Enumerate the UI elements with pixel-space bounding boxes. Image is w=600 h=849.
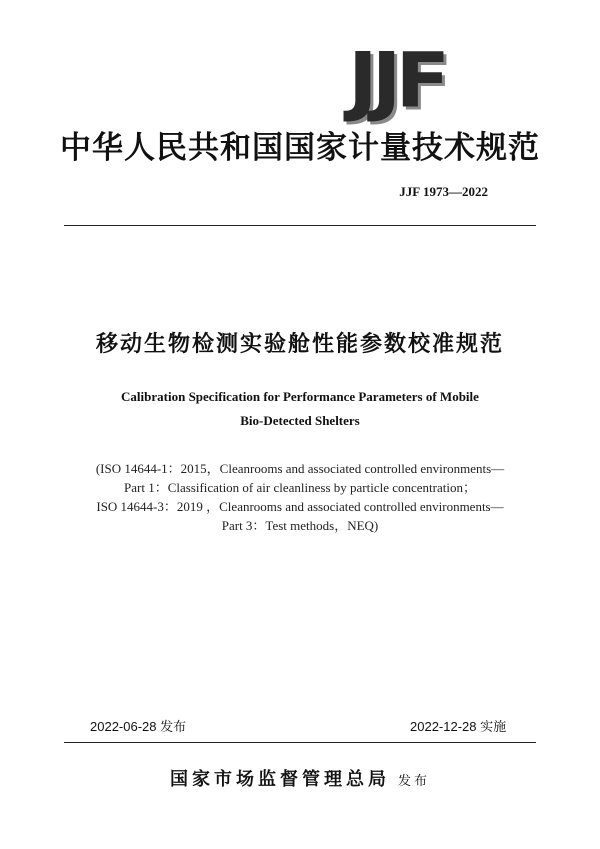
english-title-line-1: Calibration Specification for Performance Parameters of Mobile xyxy=(121,389,479,404)
effective-date: 2022-12-28 实施 xyxy=(410,719,507,734)
reference-line-3: ISO 14644-3：2019 ，Cleanrooms and associated controlled environments— xyxy=(96,499,504,514)
document-number: JJF 1973—2022 xyxy=(399,184,488,199)
issuing-organization: 国家市场监督管理总局 xyxy=(169,769,390,790)
series-title: 中华人民共和国国家计量技术规范 xyxy=(60,130,540,166)
issue-date: 2022-06-28 发布 xyxy=(90,719,187,734)
reference-line-4: Part 3：Test methods，NEQ) xyxy=(221,518,379,533)
top-divider xyxy=(64,225,536,226)
english-title-line-2: Bio-Detected Shelters xyxy=(240,413,360,428)
bottom-divider xyxy=(64,742,536,743)
issuer-block xyxy=(20,768,580,794)
jjf-logo: JJF xyxy=(348,36,445,125)
chinese-title: 移动生物检测实验舱性能参数校准规范 xyxy=(95,332,504,357)
issue-action: 发布 xyxy=(397,774,430,789)
reference-line-2: Part 1：Classification of air cleanliness by particle concentration； xyxy=(124,480,476,495)
reference-line-1: (ISO 14644-1：2015，Cleanrooms and associated controlled environments— xyxy=(95,461,505,476)
